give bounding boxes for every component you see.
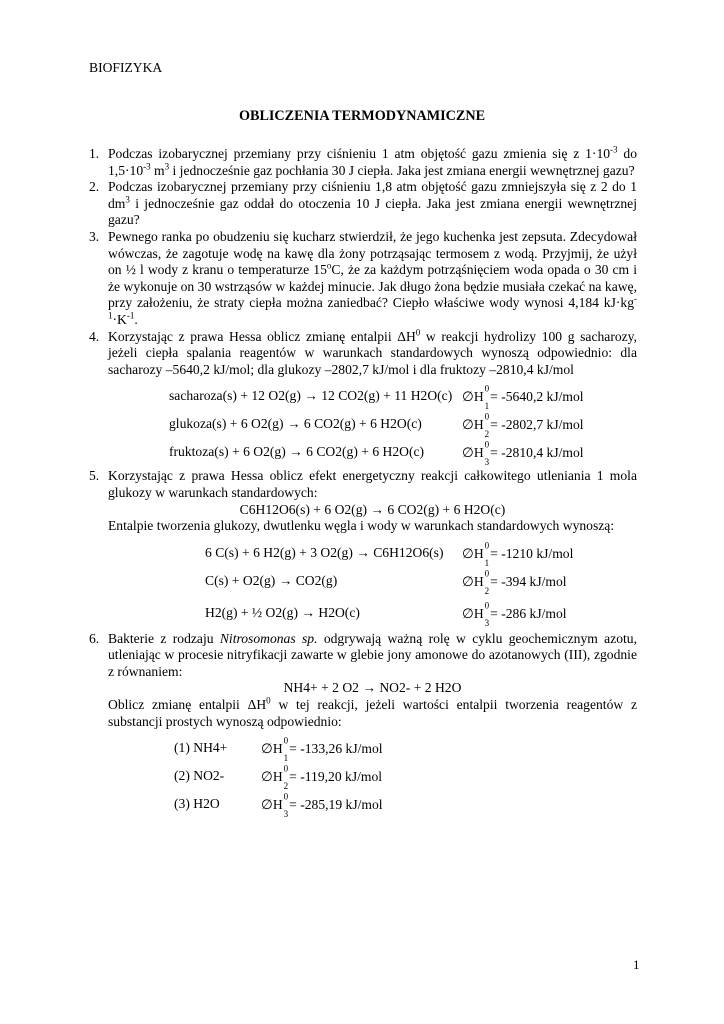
problem-list (89, 146, 637, 820)
species-label: (3) H2O (174, 796, 220, 812)
problem-number: 4. (89, 328, 100, 344)
species-label: (2) NO2- (174, 768, 225, 784)
reaction-row (169, 412, 637, 440)
problem-text-2: Oblicz zmianę entalpii $\Delta H^0$ w tej reakcji, jeżeli wartości entalpii tworzenia reagentów z substancji prostych wynoszą odpowiednio: (108, 695, 637, 729)
problem-number: 6. (89, 630, 100, 646)
reaction-equation: sacharoza(s) + 12 O2(g) → 12 CO2(g) + 11 H2O(c) (169, 388, 453, 404)
reaction-row (174, 764, 637, 792)
reaction-equation: H2(g) + ½ O2(g) → H2O(c) (205, 604, 360, 620)
problem-6 (89, 631, 637, 821)
reaction-equation: fruktoza(s) + 6 O2(g) → 6 CO2(g) + 6 H2O(c) (169, 444, 425, 460)
enthalpy-value: $\emptyset H^0$ $_2$= -119,20 kJ/mol (261, 763, 383, 792)
problem-5 (89, 468, 637, 630)
enthalpy-value: $\emptyset H^0$ $_1$= -1210 kJ/mol (462, 540, 574, 568)
reaction-row (205, 569, 637, 597)
problem-text: Podczas izobarycznej przemiany przy ciśnieniu 1,8 atm objętość gazu zmniejszyła się z 2 do 1 $dm^3$ i jednocześnie gaz oddał do otoczenia 10 J ciepła. Jaka jest zmiana energii wewnętrznej gazu? (108, 179, 637, 228)
enthalpy-value: $\emptyset H^0$ $_2$= -394 kJ/mol (462, 568, 567, 596)
enthalpy-value: $\emptyset H^0$ $_3$= -285,19 kJ/mol (261, 791, 383, 820)
species-label: (1) NH4+ (174, 740, 228, 756)
problem-4 (89, 329, 637, 469)
problem-2 (89, 179, 637, 229)
main-equation: NH4+ + 2 O2 → NO2- + 2 H2O (283, 680, 462, 696)
course-header: BIOFIZYKA (89, 60, 163, 75)
enthalpy-value: $\emptyset H^0$ $_1$= -5640,2 kJ/mol (462, 383, 584, 412)
problem-3 (89, 229, 637, 329)
reaction-row (174, 736, 637, 764)
reaction-row (169, 440, 637, 468)
problem-text: Bakterie z rodzaju Nitrosomonas sp. odgrywają ważną rolę w cyklu geochemicznym azotu, utleniając w procesie nitryfikacji zawarte w glebie jony amonowe do azotanowych (III), zgodnie z równaniem: (108, 630, 637, 679)
reaction-table (108, 384, 637, 468)
problem-number: 2. (89, 179, 100, 195)
main-equation: C6H12O6(s) + 6 O2(g) → 6 CO2(g) + 6 H2O(c) (239, 501, 506, 517)
reaction-equation: 6 C(s) + 6 H2(g) + 3 O2(g) → C6H12O6(s) (205, 544, 444, 560)
problem-text: Podczas izobarycznej przemiany przy ciśnieniu 1 atm objętość gazu zmienia się z $1\cdot 10^{-3}$ do $1,5\cdot 10^{-3}$ $m^3$ i jednocześnie gaz pochłania 30 J ciepła. Jaka jest zmiana energii wewnętrznej gazu? (108, 144, 637, 178)
problem-number: 5. (89, 468, 100, 484)
reaction-row (205, 541, 637, 569)
problem-text: Korzystając z prawa Hessa oblicz efekt energetyczny reakcji całkowitego utleniania 1 mola glukozy w warunkach standardowych: (108, 468, 637, 500)
enthalpy-value: $\emptyset H^0$ $_2$= -2802,7 kJ/mol (462, 411, 584, 440)
enthalpy-value: $\emptyset H^0$ $_3$= -2810,4 kJ/mol (462, 439, 584, 468)
reaction-row (205, 597, 637, 631)
reaction-equation: glukoza(s) + 6 O2(g) → 6 CO2(g) + 6 H2O(c) (169, 416, 422, 432)
reaction-equation: C(s) + O2(g) → CO2(g) (205, 572, 338, 588)
page-number: 1 (633, 957, 640, 972)
problem-number: 3. (89, 228, 100, 244)
enthalpy-value: $\emptyset H^0$ $_1$= -133,26 kJ/mol (261, 735, 383, 764)
reaction-table (108, 736, 637, 820)
reaction-row (169, 384, 637, 412)
problem-text: Pewnego ranka po obudzeniu się kucharz stwierdził, że jego kuchenka jest zepsuta. Zdecydował wówczas, że zagotuje wodę na kawę dla żony potrząsając termosem z wodą. Przyjmij, że użył on ½ l wody z kranu o temperaturze 15$^o$C, że za każdym potrząśnięciem woda opada o 30 cm i że wykonuje on 30 wstrząsów w każdej minucie. Jak długo żona będzie musiała czekać na kawę, przy założeniu, że straty ciepła można zaniedbać? Ciepło właściwe wody wynosi 4,184 $kJ\cdot kg^{-1}\cdot K^{-1}$. (108, 228, 638, 327)
problem-text-2: Entalpie tworzenia glukozy, dwutlenku węgla i wody w warunkach standardowych wynoszą: (108, 518, 615, 534)
enthalpy-value: $\emptyset H^0$ $_3$= -286 kJ/mol (462, 600, 567, 628)
problem-text: Korzystając z prawa Hessa oblicz zmianę entalpii $\Delta H^0$ w reakcji hydrolizy 100 g sacharozy, jeżeli ciepła spalania reagentów w warunkach standardowych wynoszą odpowiednio: dla sacharozy –5640,2 kJ/mol; dla glukozy –2802,7 kJ/mol i dla fruktozy –2810,4 kJ/mol (108, 327, 637, 377)
reaction-table (108, 541, 637, 631)
problem-1 (89, 146, 637, 179)
document-title: OBLICZENIA TERMODYNAMICZNE (238, 108, 486, 124)
reaction-row (174, 792, 637, 820)
problem-number: 1. (89, 146, 100, 161)
